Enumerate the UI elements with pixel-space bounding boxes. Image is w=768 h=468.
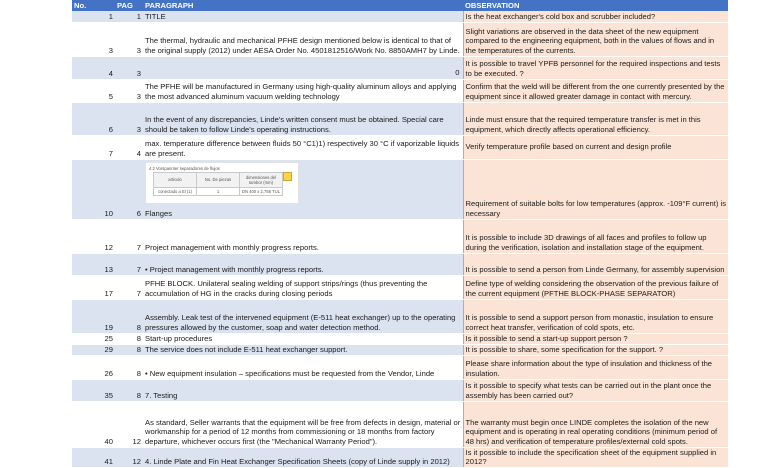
cell-observation[interactable]: Requirement of suitable bolts for low temperatures (approx. -109°F current) is necessary <box>463 159 728 219</box>
table-row <box>72 102 728 135</box>
cell-no[interactable]: 1 <box>72 11 115 22</box>
cell-paragraph[interactable]: PFHE BLOCK. Unilateral sealing welding of support strips/rings (thus preventing the accumulation of HG in the cracks during closing periods <box>143 275 463 299</box>
table-row <box>72 299 728 333</box>
cell-pag[interactable]: 7 <box>115 219 143 253</box>
embedded-cell: conectado a El (1) <box>154 187 197 195</box>
cell-pag[interactable]: 3 <box>115 102 143 135</box>
cell-no[interactable]: 19 <box>72 299 115 333</box>
col-header-paragraph[interactable]: PARAGRAPH <box>143 0 463 11</box>
cell-pag[interactable]: 8 <box>115 344 143 355</box>
cell-pag[interactable]: 6 <box>115 159 143 219</box>
cell-pag[interactable]: 7 <box>115 275 143 299</box>
embedded-cell: 1 <box>197 187 240 195</box>
cell-observation[interactable]: Please share information about the type of insulation and thickness of the insulation. <box>463 355 728 379</box>
table-row <box>72 22 728 56</box>
cell-paragraph[interactable]: As standard, Seller warrants that the equipment will be free from defects in design, material or workmanship for a period of 12 months from commissioning or 18 months from factory departure, whichever occurs first (the "Mechanical Warranty Period"). <box>143 401 463 447</box>
cell-paragraph[interactable]: The service does not include E-511 heat exchanger support. <box>143 344 463 355</box>
cell-paragraph[interactable]: 7. Testing <box>143 379 463 401</box>
cell-observation[interactable]: It is possible to share, some specification for the support. ? <box>463 344 728 355</box>
table-row <box>72 447 728 467</box>
cell-no[interactable]: 25 <box>72 333 115 344</box>
cell-observation[interactable]: It is possible to include 3D drawings of all faces and profiles to follow up during the verification, isolation and installation stage of the equipment. <box>463 219 728 253</box>
table-row <box>72 355 728 379</box>
cell-pag[interactable]: 8 <box>115 333 143 344</box>
cell-observation[interactable]: It is possible to send a support person from monastic, insulation to ensure correct heat transfer, verification of cold spots, etc. <box>463 299 728 333</box>
cell-no[interactable]: 26 <box>72 355 115 379</box>
cell-no[interactable]: 10 <box>72 159 115 219</box>
comment-note-icon[interactable] <box>283 172 292 181</box>
cell-paragraph[interactable]: max. temperature difference between fluids 50 °C1)1) respectively 30 °C if vaporizable liquids are present. <box>143 135 463 159</box>
cell-paragraph[interactable] <box>143 56 463 79</box>
table-row <box>72 56 728 79</box>
cell-pag[interactable]: 8 <box>115 299 143 333</box>
cell-pag[interactable]: 3 <box>115 22 143 56</box>
cell-paragraph[interactable]: Project management with monthly progress reports. <box>143 219 463 253</box>
cell-pag[interactable]: 8 <box>115 355 143 379</box>
cell-no[interactable]: 6 <box>72 102 115 135</box>
cell-paragraph[interactable]: • New equipment insulation – specifications must be requested from the Vendor, Linde <box>143 355 463 379</box>
table-row <box>72 11 728 22</box>
cell-paragraph[interactable] <box>143 159 463 219</box>
cell-pag[interactable]: 4 <box>115 135 143 159</box>
embedded-header: articulo <box>154 172 197 187</box>
cell-pag[interactable]: 3 <box>115 56 143 79</box>
cell-paragraph[interactable]: Start-up procedures <box>143 333 463 344</box>
embedded-table <box>153 172 283 196</box>
cell-pag[interactable]: 12 <box>115 447 143 467</box>
embedded-header: No. De piezas <box>197 172 240 187</box>
cell-no[interactable]: 7 <box>72 135 115 159</box>
cell-no[interactable]: 40 <box>72 401 115 447</box>
table-row <box>72 379 728 401</box>
cell-observation[interactable]: Verify temperature profile based on current and design profile <box>463 135 728 159</box>
observations-table <box>72 0 728 468</box>
embedded-cell: DN 400 x 2.756 TUL <box>240 187 283 195</box>
cell-pag[interactable]: 1 <box>115 11 143 22</box>
cell-observation[interactable]: The warranty must begin once LINDE completes the isolation of the new equipment and is operating in real operating conditions (minimum period of 48 hrs) and verification of temperature profiles/external cold spots. <box>463 401 728 447</box>
cell-pag[interactable]: 12 <box>115 401 143 447</box>
table-row <box>72 275 728 299</box>
table-row <box>72 135 728 159</box>
col-header-no[interactable]: No. <box>72 0 115 11</box>
cell-paragraph[interactable]: • Project management with monthly progress reports. <box>143 253 463 275</box>
cell-no[interactable]: 13 <box>72 253 115 275</box>
cell-observation[interactable]: It is possible to travel YPFB personnel for the required inspections and tests to be executed. ? <box>463 56 728 79</box>
cell-paragraph-value: 0 <box>455 67 460 77</box>
col-header-observation[interactable]: OBSERVATION <box>463 0 728 11</box>
embedded-header: dimensiones del tambor (mm) <box>240 172 283 187</box>
table-row <box>72 253 728 275</box>
table-row <box>72 219 728 253</box>
cell-observation[interactable]: Is the heat exchanger's cold box and scrubber included? <box>463 11 728 22</box>
cell-observation[interactable]: Is it possible to send a start-up support person ? <box>463 333 728 344</box>
cell-observation[interactable]: Define type of welding considering the observation of the previous failure of the current equipment (PFTHE BLOCK-PHASE SEPARATOR) <box>463 275 728 299</box>
cell-no[interactable]: 41 <box>72 447 115 467</box>
cell-paragraph[interactable]: TITLE <box>143 11 463 22</box>
cell-observation[interactable]: It is possible to send a person from Linde Germany, for assembly supervision <box>463 253 728 275</box>
cell-pag[interactable]: 7 <box>115 253 143 275</box>
cell-observation[interactable]: Is it possible to specify what tests can be carried out in the plant once the assembly has been carried out? <box>463 379 728 401</box>
embedded-caption: 4.2 Vorspannter separadores de flujos <box>149 165 220 171</box>
cell-pag[interactable]: 3 <box>115 79 143 102</box>
table-row <box>72 159 728 219</box>
spreadsheet <box>72 0 728 468</box>
cell-paragraph[interactable]: The PFHE will be manufactured in Germany using high-quality aluminum alloys and applying the most advanced aluminum vacuum welding technology <box>143 79 463 102</box>
cell-no[interactable]: 3 <box>72 22 115 56</box>
embedded-table-image[interactable] <box>145 162 299 204</box>
cell-observation[interactable]: Is it possible to include the specification sheet of the equipment supplied in 2012? <box>463 447 728 467</box>
cell-observation[interactable]: Linde must ensure that the required temperature transfer is met in this equipment, which directly affects operational efficiency. <box>463 102 728 135</box>
table-row <box>72 79 728 102</box>
cell-no[interactable]: 12 <box>72 219 115 253</box>
cell-paragraph[interactable]: In the event of any discrepancies, Linde's written consent must be obtained. Special care should be taken to follow Linde's operating instructions. <box>143 102 463 135</box>
cell-no[interactable]: 17 <box>72 275 115 299</box>
cell-no[interactable]: 5 <box>72 79 115 102</box>
col-header-pag[interactable]: PAG <box>115 0 143 11</box>
cell-paragraph[interactable]: Assembly. Leak test of the intervened equipment (E-511 heat exchanger) up to the operating pressures allowed by the customer, soap and water detection method. <box>143 299 463 333</box>
table-row <box>72 344 728 355</box>
header-row <box>72 0 728 11</box>
cell-no[interactable]: 35 <box>72 379 115 401</box>
cell-no[interactable]: 4 <box>72 56 115 79</box>
cell-paragraph[interactable]: 4. Linde Plate and Fin Heat Exchanger Specification Sheets (copy of Linde supply in 2012) <box>143 447 463 467</box>
cell-pag[interactable]: 8 <box>115 379 143 401</box>
cell-no[interactable]: 29 <box>72 344 115 355</box>
cell-observation[interactable]: Slight variations are observed in the data sheet of the new equipment compared to the engineering equipment, both in the values of flows and in the temperatures of the currents. <box>463 22 728 56</box>
cell-paragraph[interactable]: The thermal, hydraulic and mechanical PFHE design mentioned below is identical to that of the original supply (2012) under AESA Order No. 4501812516/Work No. 8850AMH7 by Linde. <box>143 22 463 56</box>
cell-observation[interactable]: Confirm that the weld will be different from the one currently presented by the equipment since it allowed greater damage in contact with mercury. <box>463 79 728 102</box>
table-row <box>72 333 728 344</box>
cell-paragraph-text: Flanges <box>145 208 173 218</box>
table-row <box>72 401 728 447</box>
